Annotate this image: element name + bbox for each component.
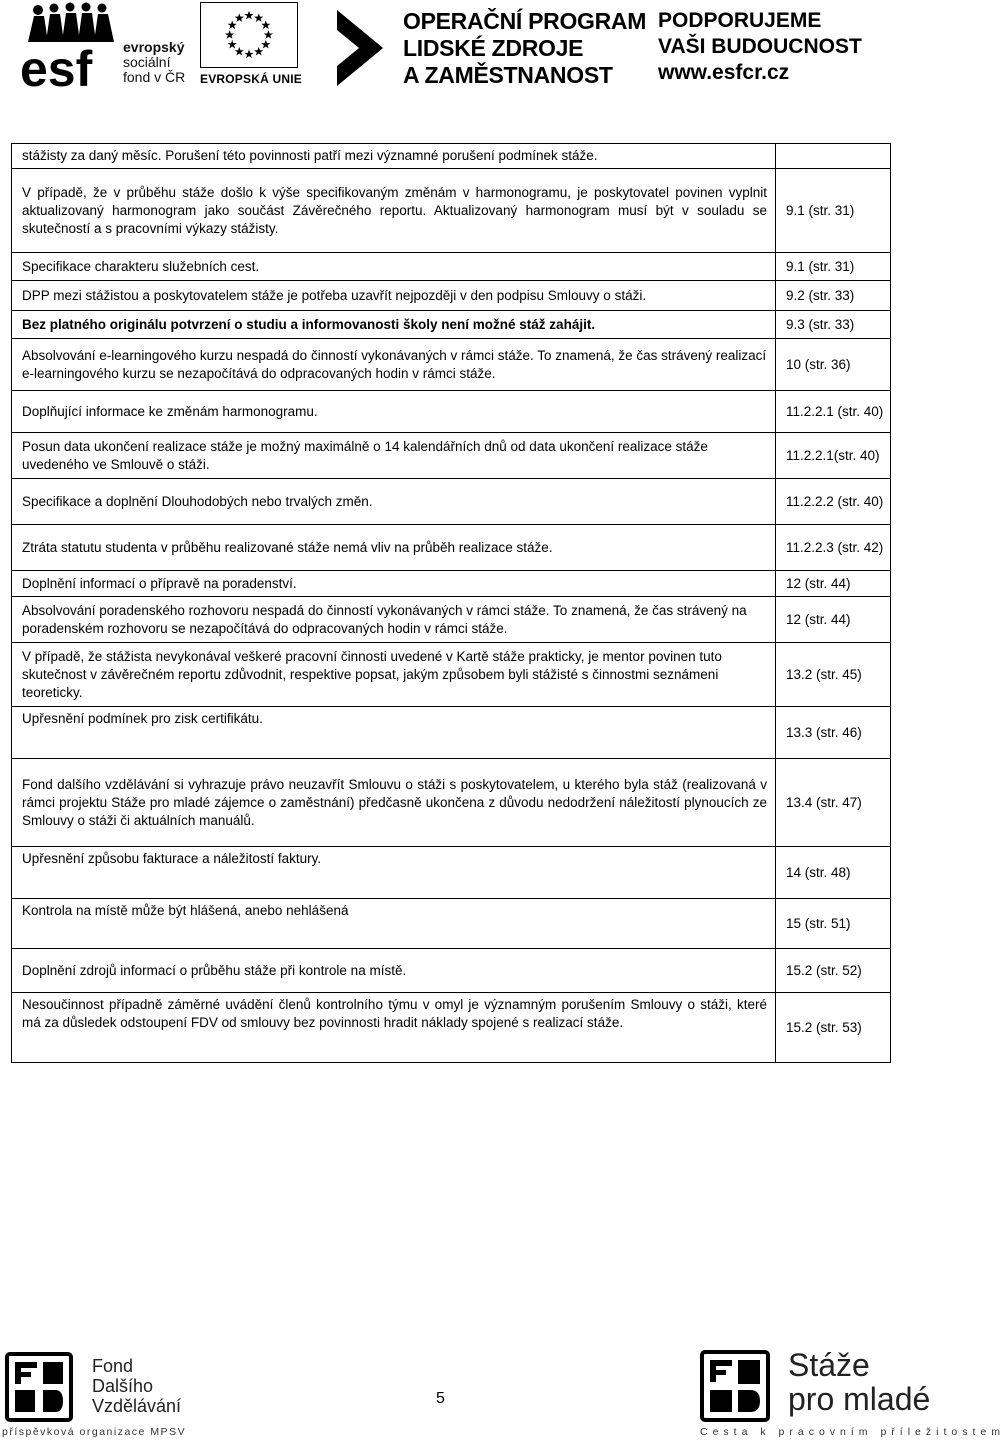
staze-pro-mlade-logo (700, 1340, 1005, 1442)
changes-table (11, 143, 891, 1063)
row-reference: 14 (str. 48) (776, 847, 891, 899)
row-reference: 13.3 (str. 46) (776, 707, 891, 759)
row-reference: 9.1 (str. 31) (776, 169, 891, 253)
header-logo-banner (0, 0, 960, 100)
table-row (12, 949, 891, 993)
table-row (12, 847, 891, 899)
table-row (12, 571, 891, 597)
table-row (12, 253, 891, 281)
row-reference: 10 (str. 36) (776, 339, 891, 391)
row-description: V případě, že stážista nevykonával veškeré pracovní činnosti uvedené v Kartě stáže prakticky, je mentor povinen tuto skutečnost v závěrečném reportu zdůvodnit, respektive popsat, jakým způsobem byli stážisté s činnostmi seznámeni teoreticky. (12, 643, 776, 707)
table-row (12, 525, 891, 571)
table-row (12, 339, 891, 391)
table-row (12, 759, 891, 847)
row-description: Absolvování e-learningového kurzu nespadá do činností vykonávaných v rámci stáže. To znamená, že čas strávený realizací e-learningového kurzu se nezapočítává do odpracovaných hodin v rámci stáže. (12, 339, 776, 391)
row-description: Kontrola na místě může být hlášená, anebo nehlášená (12, 899, 776, 949)
row-reference (776, 144, 891, 169)
esf-line-2: sociální (123, 54, 171, 70)
row-description: Posun data ukončení realizace stáže je možný maximálně o 14 kalendářních dnů od data ukončení realizace stáže uvedeného ve Smlouvě o stáži. (12, 433, 776, 479)
table-row (12, 169, 891, 253)
row-description: DPP mezi stážistou a poskytovatelem stáže je potřeba uzavřít nejpozději v den podpisu Smlouvy o stáži. (12, 281, 776, 311)
row-description: Specifikace charakteru služebních cest. (12, 253, 776, 281)
row-reference: 11.2.2.1 (str. 40) (776, 391, 891, 433)
row-description: Fond dalšího vzdělávání si vyhrazuje právo neuzavřít Smlouvu o stáži s poskytovatelem, u kterého byla stáž (realizovaná v rámci projektu Stáže pro mladé zájemce o zaměstnání) předčasně ukončena z důvodu nedodržení náležitostí plynoucích ze Smlouvy o stáži či aktuálních manuálů. (12, 759, 776, 847)
table-row (12, 707, 891, 759)
op-arrow-icon (333, 6, 391, 90)
fdv-text (92, 1356, 181, 1416)
row-reference: 12 (str. 44) (776, 597, 891, 643)
row-reference: 15.2 (str. 52) (776, 949, 891, 993)
row-reference: 9.3 (str. 33) (776, 311, 891, 339)
esf-logo-text (123, 40, 185, 85)
staze-logo-mark (700, 1350, 770, 1422)
fdv-logo-mark (5, 1352, 73, 1422)
table-row (12, 144, 891, 169)
row-description: V případě, že v průběhu stáže došlo k výše specifikovaným změnám v harmonogramu, je poskytovatel povinen vyplnit aktualizovaný harmonogram jako součást Závěrečného reportu. Aktualizovaný harmonogram musí být v souladu se skutečností a s pracovními výkazy stážisty. (12, 169, 776, 253)
row-description: Nesoučinnost případně záměrné uvádění členů kontrolního týmu v omyl je významným porušením Smlouvy o stáži, které má za důsledek odstoupení FDV od smlouvy bez povinnosti hradit náklady spojené s realizací stáže. (12, 993, 776, 1063)
esf-logo-letters: esf (20, 41, 93, 97)
row-reference: 9.2 (str. 33) (776, 281, 891, 311)
staze-text (788, 1348, 930, 1416)
table-row (12, 899, 891, 949)
eu-label: EVROPSKÁ UNIE (200, 72, 302, 86)
fdv-subtitle: příspěvková organizace MPSV (2, 1426, 187, 1438)
row-reference: 9.1 (str. 31) (776, 253, 891, 281)
esf-line-1: evropský (123, 39, 185, 55)
row-description: stážisty za daný měsíc. Porušení této povinnosti patří mezi významné porušení podmínek stáže. (12, 144, 776, 169)
esf-logo (20, 2, 190, 97)
op-line-2: LIDSKÉ ZDROJE (403, 35, 584, 61)
row-description: Doplnění informací o přípravě na poradenství. (12, 571, 776, 597)
row-description: Doplňující informace ke změnám harmonogramu. (12, 391, 776, 433)
fdv-line-2: Dalšího (92, 1376, 154, 1396)
row-reference: 11.2.2.2 (str. 40) (776, 479, 891, 525)
row-reference: 15.2 (str. 53) (776, 993, 891, 1063)
row-reference: 13.4 (str. 47) (776, 759, 891, 847)
table-row (12, 479, 891, 525)
row-reference: 11.2.2.1(str. 40) (776, 433, 891, 479)
row-description: Specifikace a doplnění Dlouhodobých nebo trvalých změn. (12, 479, 776, 525)
fdv-logo (0, 1340, 240, 1442)
row-description: Absolvování poradenského rozhovoru nespadá do činností vykonávaných v rámci stáže. To znamená, že čas strávený na poradenském rozhovoru se nezapočítává do odpracovaných hodin v rámci stáže. (12, 597, 776, 643)
row-description: Ztráta statutu studenta v průběhu realizované stáže nemá vliv na průběh realizace stáže. (12, 525, 776, 571)
fdv-line-3: Vzdělávání (92, 1396, 182, 1416)
staze-line-2: pro mladé (788, 1381, 931, 1417)
esf-logo-mark (20, 2, 120, 97)
op-line-1: OPERAČNÍ PROGRAM (403, 8, 647, 34)
support-line-2: VAŠI BUDOUCNOST (658, 35, 862, 58)
page-number: 5 (436, 1390, 445, 1407)
eu-flag-icon (200, 2, 298, 68)
support-url: www.esfcr.cz (658, 61, 790, 84)
support-line-1: PODPORUJEME (658, 9, 822, 32)
table-row (12, 311, 891, 339)
row-description: Doplnění zdrojů informací o průběhu stáže při kontrole na místě. (12, 949, 776, 993)
row-description: Bez platného originálu potvrzení o studiu a informovanosti školy není možné stáž zahájit. (12, 311, 776, 339)
fdv-line-1: Fond (92, 1356, 134, 1376)
table-row (12, 993, 891, 1063)
table-row (12, 391, 891, 433)
table-row (12, 643, 891, 707)
table-row (12, 597, 891, 643)
row-description: Upřesnění způsobu fakturace a náležitostí faktury. (12, 847, 776, 899)
row-reference: 12 (str. 44) (776, 571, 891, 597)
table-row (12, 281, 891, 311)
row-reference: 13.2 (str. 45) (776, 643, 891, 707)
op-lzz-logo (333, 4, 647, 92)
row-reference: 15 (str. 51) (776, 899, 891, 949)
table-row (12, 433, 891, 479)
row-reference: 11.2.2.3 (str. 42) (776, 525, 891, 571)
op-text (403, 8, 646, 89)
support-slogan (658, 8, 862, 86)
eu-logo (200, 2, 300, 90)
staze-line-1: Stáže (788, 1347, 870, 1383)
op-line-3: A ZAMĚSTNANOST (403, 62, 613, 88)
staze-subtitle: Cesta k pracovním příležitostem (700, 1426, 1005, 1438)
row-description: Upřesnění podmínek pro zisk certifikátu. (12, 707, 776, 759)
esf-line-3: fond v ČR (123, 69, 186, 85)
